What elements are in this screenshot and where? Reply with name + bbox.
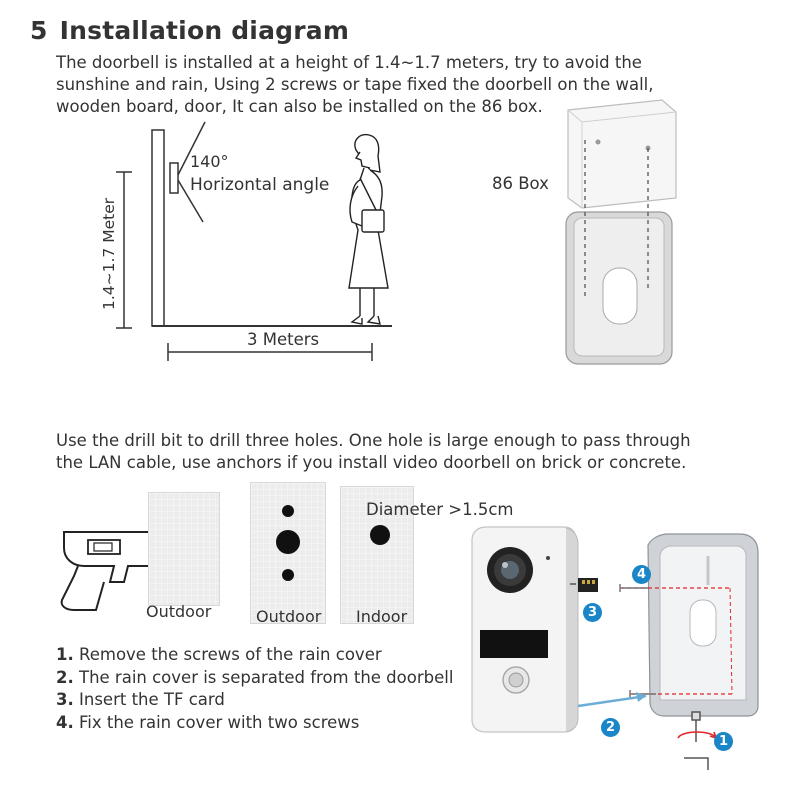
angle-label: 140° xyxy=(190,152,229,171)
badge-2: 2 xyxy=(601,718,620,737)
panel-label-outdoor: Outdoor xyxy=(146,602,212,621)
doorbell-device xyxy=(472,527,578,732)
screw xyxy=(620,584,648,592)
panel-label-outdoor: Outdoor xyxy=(256,607,322,626)
separation-arrow xyxy=(578,696,646,706)
badge-4: 4 xyxy=(632,565,651,584)
distance-label: 3 Meters xyxy=(247,330,320,349)
step-item: 4. Fix the rain cover with two screws xyxy=(56,712,360,732)
intro-line: sunshine and rain, Using 2 screws or tape fixed the doorbell on the wall, xyxy=(56,75,654,94)
badge-3: 3 xyxy=(583,603,602,622)
step-item: 2. The rain cover is separated from the doorbell xyxy=(56,667,454,687)
badge-1: 1 xyxy=(714,732,733,751)
rain-cover xyxy=(648,534,758,716)
intro-line: wooden board, door, It can also be installed on the 86 box. xyxy=(56,97,543,116)
bottom-screw xyxy=(684,712,708,770)
section-heading: Installation diagram xyxy=(59,16,350,45)
section-number: 5 xyxy=(30,16,48,45)
step-item: 1. Remove the screws of the rain cover xyxy=(56,645,382,664)
rotate-arrow xyxy=(678,732,716,738)
panel-label-indoor: Indoor xyxy=(356,607,408,626)
drill-line: the LAN cable, use anchors if you install video doorbell on brick or concrete. xyxy=(56,453,687,472)
step-item: 3. Insert the TF card xyxy=(56,690,225,709)
diameter-label: Diameter >1.5cm xyxy=(366,500,514,519)
86-box-label: 86 Box xyxy=(492,174,549,193)
intro-line: The doorbell is installed at a height of 1.4~1.7 meters, try to avoid the xyxy=(56,53,642,72)
drill-line: Use the drill bit to drill three holes. One hole is large enough to pass through xyxy=(56,431,691,450)
angle-caption: Horizontal angle xyxy=(190,175,330,195)
height-label: 1.4~1.7 Meter xyxy=(100,197,118,310)
